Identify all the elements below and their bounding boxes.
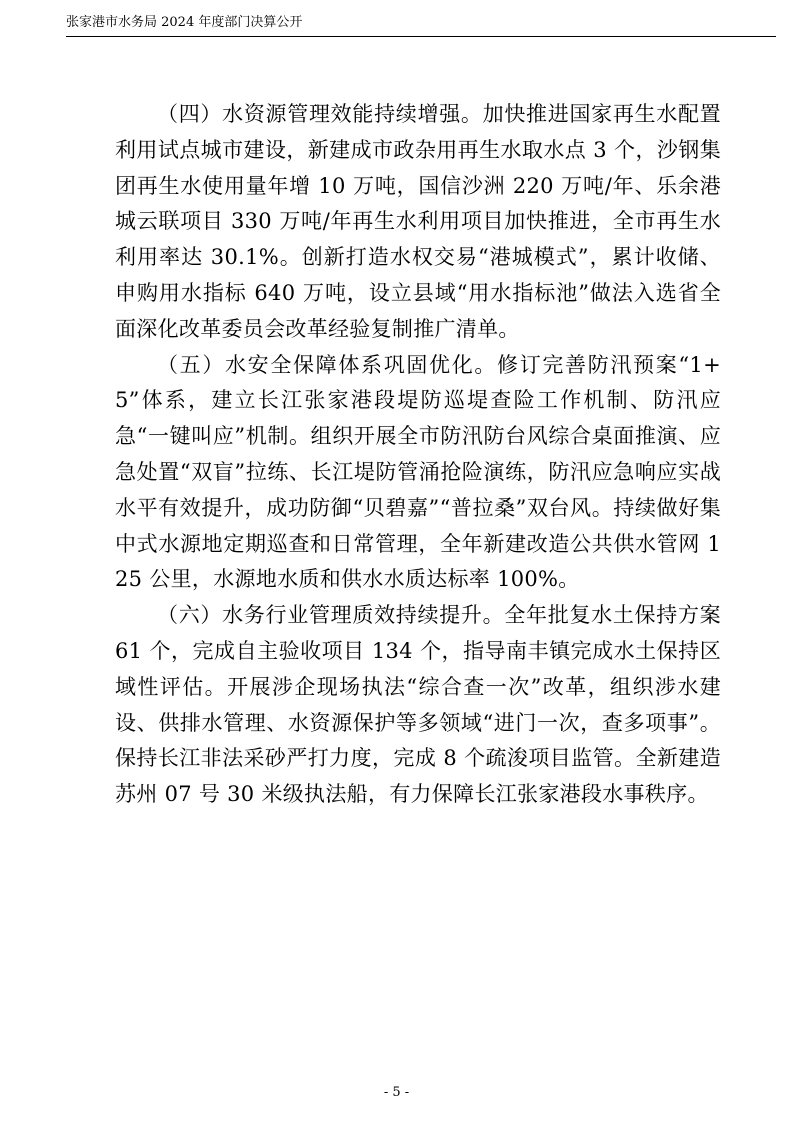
- paragraph-water-resources: （四）水资源管理效能持续增强。加快推进国家再生水配置利用试点城市建设，新建成市政杂用再生水取水点 3 个，沙钢集团再生水使用量年增 10 万吨，国信沙洲 220 万吨/年、乐余港城云联项目 330 万吨/年再生水利用项目加快推进，全市再生水利用率达 30.1%。创新打造水权交易“港城模式”，累计收储、申购用水指标 640 万吨，设立县域“用水指标池”做法入选省全面深化改革委员会改革经验复制推广清单。: [115, 102, 721, 341]
- page-number: - 5 -: [383, 1085, 410, 1100]
- header-title: 张家港市水务局 2024 年度部门决算公开: [66, 15, 303, 30]
- paragraph-industry-management: （六）水务行业管理质效持续提升。全年批复水土保持方案 61 个，完成自主验收项目 134 个，指导南丰镇完成水土保持区域性评估。开展涉企现场执法“综合查一次”改革，组织涉水建设、供排水管理、水资源保护等多领域“进门一次，查多项事”。保持长江非法采砂严打力度，完成 8 个疏浚项目监管。全新建造苏州 07 号 30 米级执法船，有力保障长江张家港段水事秩序。: [115, 603, 721, 807]
- page-header: [66, 10, 776, 37]
- document-body: [115, 97, 721, 813]
- paragraph-water-safety: （五）水安全保障体系巩固优化。修订完善防汛预案“1+5”体系，建立长江张家港段堤防巡堤查险工作机制、防汛应急“一键叫应”机制。组织开展全市防汛防台风综合桌面推演、应急处置“双盲”拉练、长江堤防管涌抢险演练，防汛应急响应实战水平有效提升，成功防御“贝碧嘉”“普拉桑”双台风。持续做好集中式水源地定期巡查和日常管理，全年新建改造公共供水管网 125 公里，水源地水质和供水水质达标率 100%。: [115, 352, 721, 592]
